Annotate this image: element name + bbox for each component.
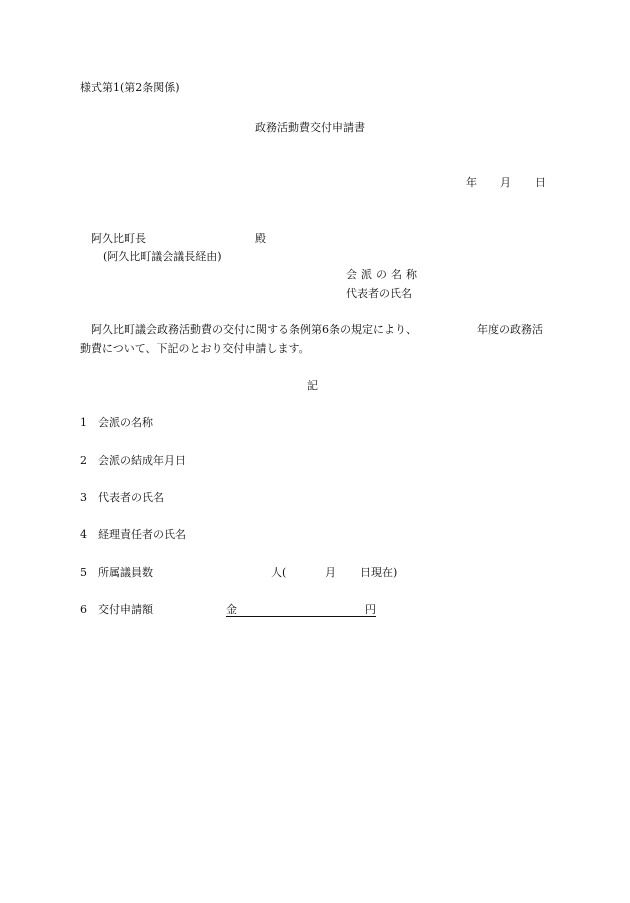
item-number: 6 [80, 603, 87, 616]
date-day-label: 日 [535, 176, 546, 189]
ki-marker: 記 [307, 379, 318, 392]
item-number: 5 [80, 566, 87, 579]
item-number: 1 [80, 416, 87, 429]
item-label-member-count: 所属議員数 [98, 566, 153, 579]
amount-underline [226, 603, 376, 617]
form-label: 様式第1(第2条関係) [80, 81, 180, 94]
addressee-name: 阿久比町長 [91, 232, 146, 245]
applicant-faction-name-label: 会派の名称 [346, 268, 421, 281]
item-label-requested-amount: 交付申請額 [98, 603, 153, 616]
body-line-1b: 年度の政務活 [477, 323, 543, 336]
item-label-representative: 代表者の氏名 [98, 491, 164, 504]
members-month-label: 月 [325, 566, 336, 579]
document-title: 政務活動費交付申請書 [255, 121, 365, 134]
body-line-1a: 阿久比町議会政務活動費の交付に関する条例第6条の規定により、 [91, 323, 417, 336]
item-label-formation-date: 会派の結成年月日 [98, 454, 186, 467]
members-as-of-label: 日現在) [360, 566, 398, 579]
item-label-accounting-manager: 経理責任者の氏名 [98, 528, 186, 541]
date-month-label: 月 [500, 176, 511, 189]
item-number: 4 [80, 528, 87, 541]
item-label-faction-name: 会派の名称 [98, 416, 153, 429]
item-number: 2 [80, 454, 87, 467]
amount-field [226, 603, 376, 621]
date-year-label: 年 [466, 176, 477, 189]
amount-suffix: 円 [365, 603, 376, 616]
applicant-representative-label: 代表者の氏名 [346, 287, 412, 300]
amount-prefix: 金 [226, 603, 237, 616]
item-number: 3 [80, 491, 87, 504]
addressee-via: (阿久比町議会議長経由) [103, 250, 222, 263]
body-line-2: 動費について、下記のとおり交付申請します。 [80, 342, 310, 355]
members-person-label: 人( [271, 566, 287, 579]
addressee-honorific: 殿 [255, 232, 266, 245]
